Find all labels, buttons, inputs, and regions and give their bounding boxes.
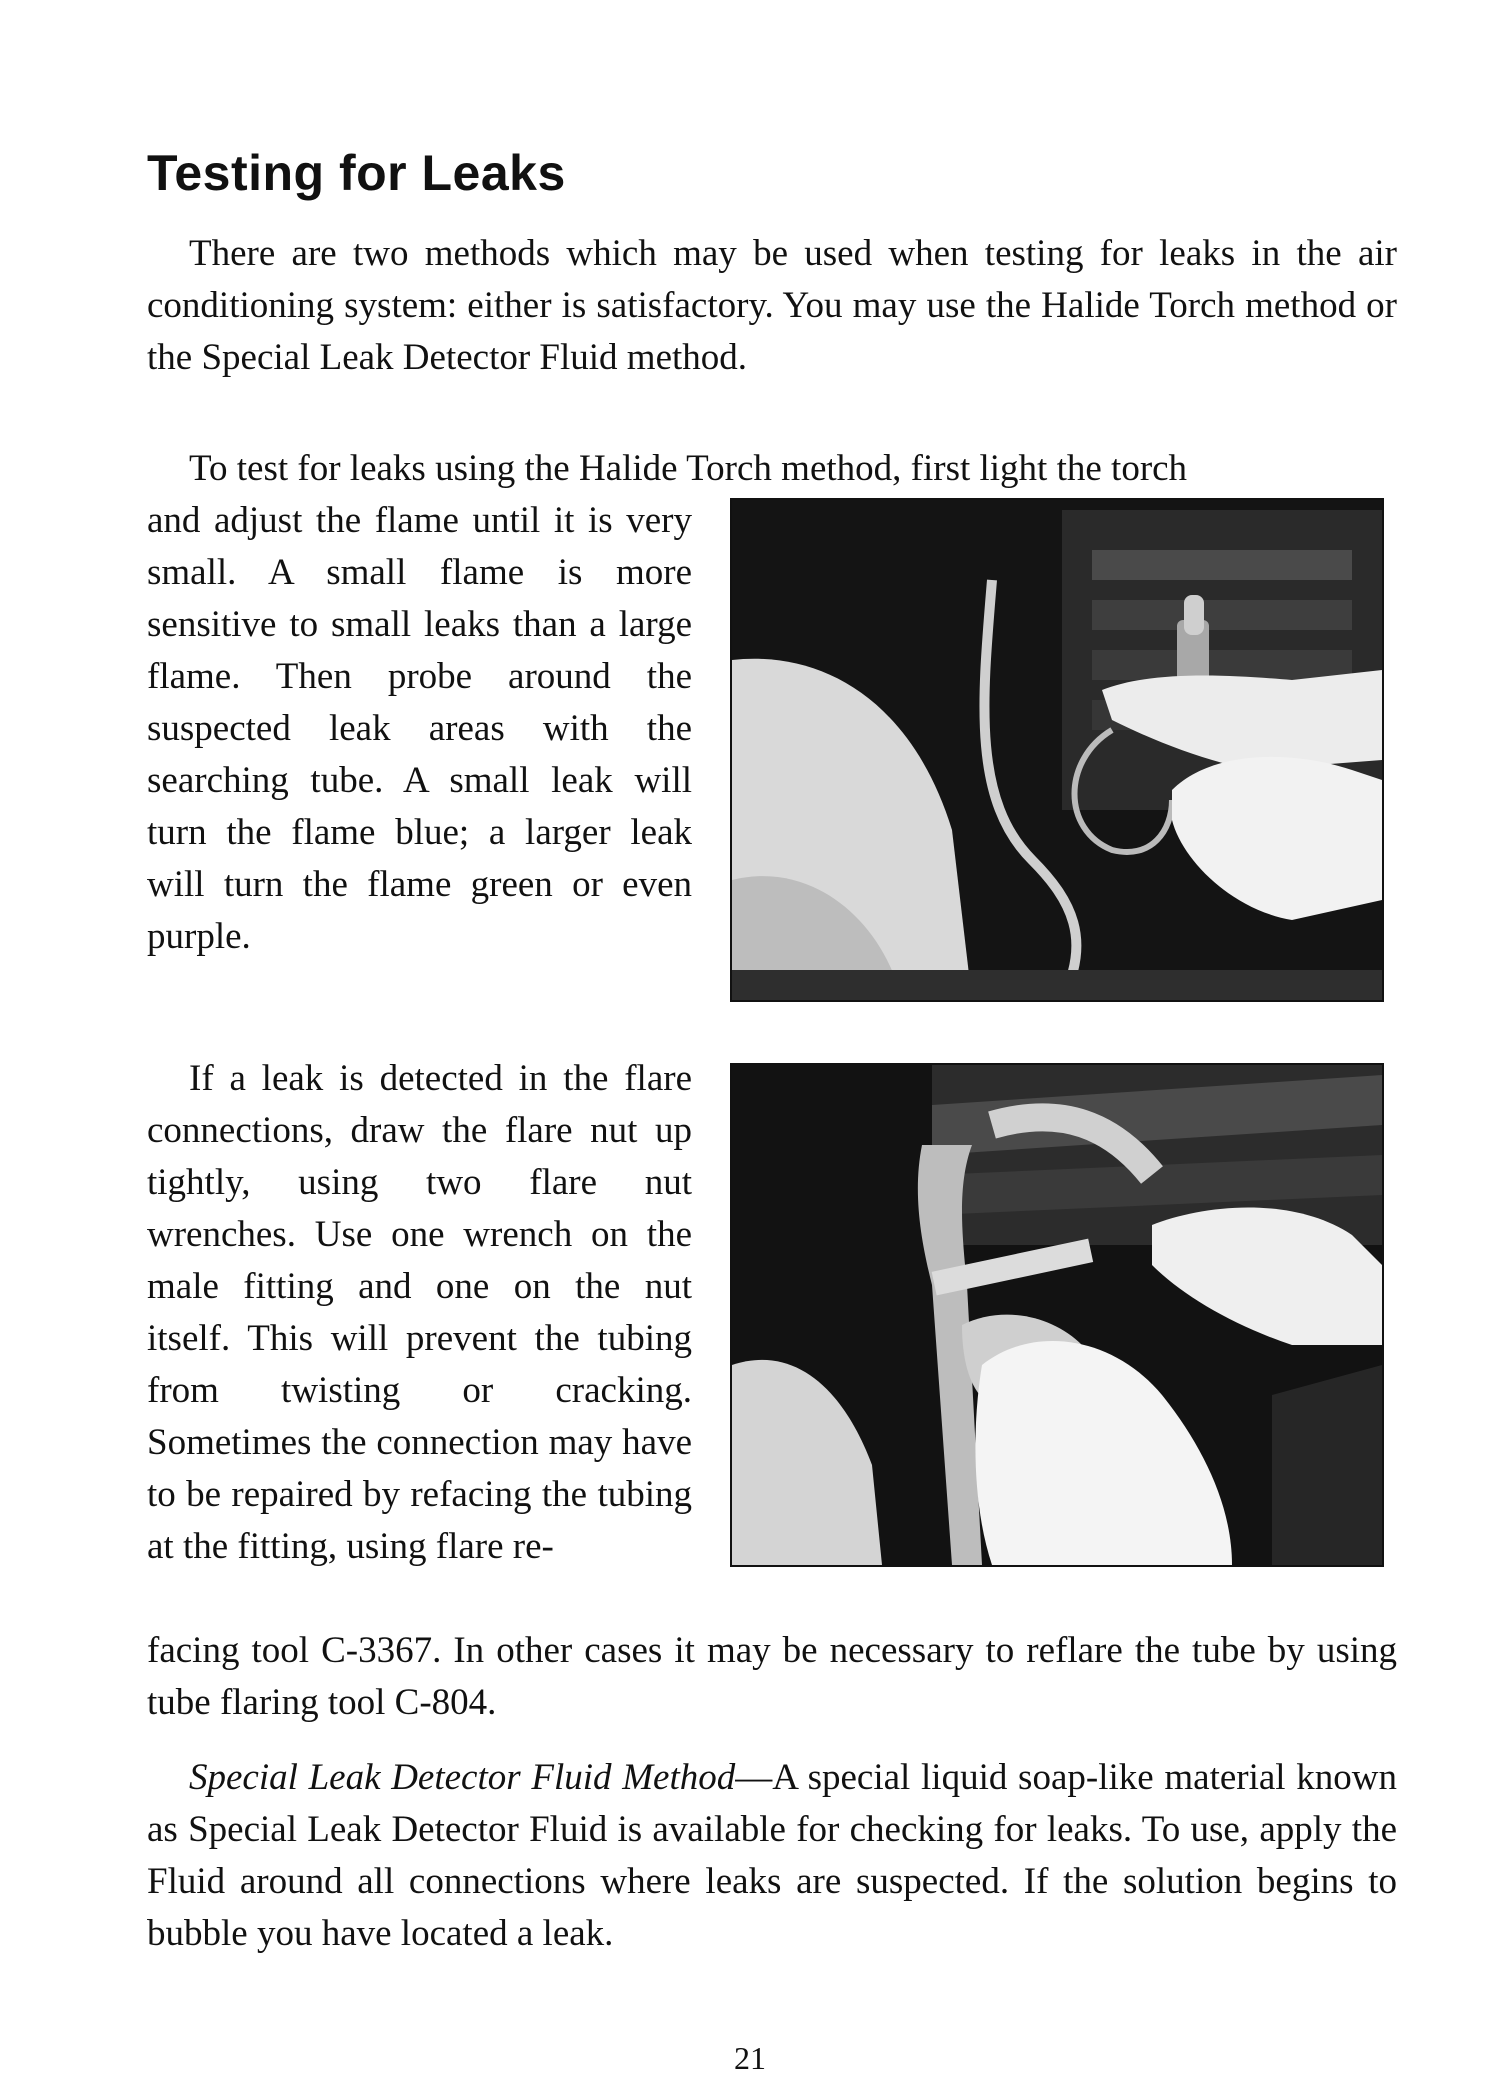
intro-paragraph: There are two methods which may be used when testing for leaks in the air conditioning system: either is satisfactory. You may use the Halide Torch method or the Special Leak Detector Fluid method. bbox=[147, 233, 1397, 378]
halide-torch-paragraph: and adjust the flame until it is very small. A small flame is more sensitive to small leaks than a large flame. Then probe around the suspected leak areas with the searching tube. A small leak will turn the flame blue; a larger leak will turn the flame green or even purple. bbox=[147, 500, 692, 957]
halide-torch-photo bbox=[730, 498, 1384, 1002]
leak-detector-fluid-paragraph bbox=[147, 1752, 1397, 1960]
flare-connection-paragraph: If a leak is detected in the flare connections, draw the flare nut up tightly, using two flare nut wrenches. Use one wrench on the male fitting and one on the nut itself. This will prevent the tubing from twisting or cracking. Sometimes the connection may have to be repaired by refacing the tubing at the fitting, using flare re- bbox=[147, 1058, 692, 1567]
flare-connection-paragraph-continued: facing tool C-3367. In other cases it may be necessary to reflare the tube by using tube flaring tool C-804. bbox=[147, 1630, 1397, 1723]
page-number: 21 bbox=[734, 2040, 766, 2076]
flare-wrench-photo bbox=[730, 1063, 1384, 1567]
page-title: Testing for Leaks bbox=[147, 145, 566, 201]
halide-torch-paragraph-first-line: To test for leaks using the Halide Torch method, first light the torch bbox=[189, 448, 1188, 489]
leak-detector-fluid-title: Special Leak Detector Fluid Method bbox=[189, 1757, 736, 1798]
leak-detector-fluid-body: —A special liquid soap-like material known as Special Leak Detector Fluid is available for checking for leaks. To use, apply the Fluid around all connections where leaks are suspected. If the solution begins to bubble you have located a leak. bbox=[147, 1757, 1397, 1954]
